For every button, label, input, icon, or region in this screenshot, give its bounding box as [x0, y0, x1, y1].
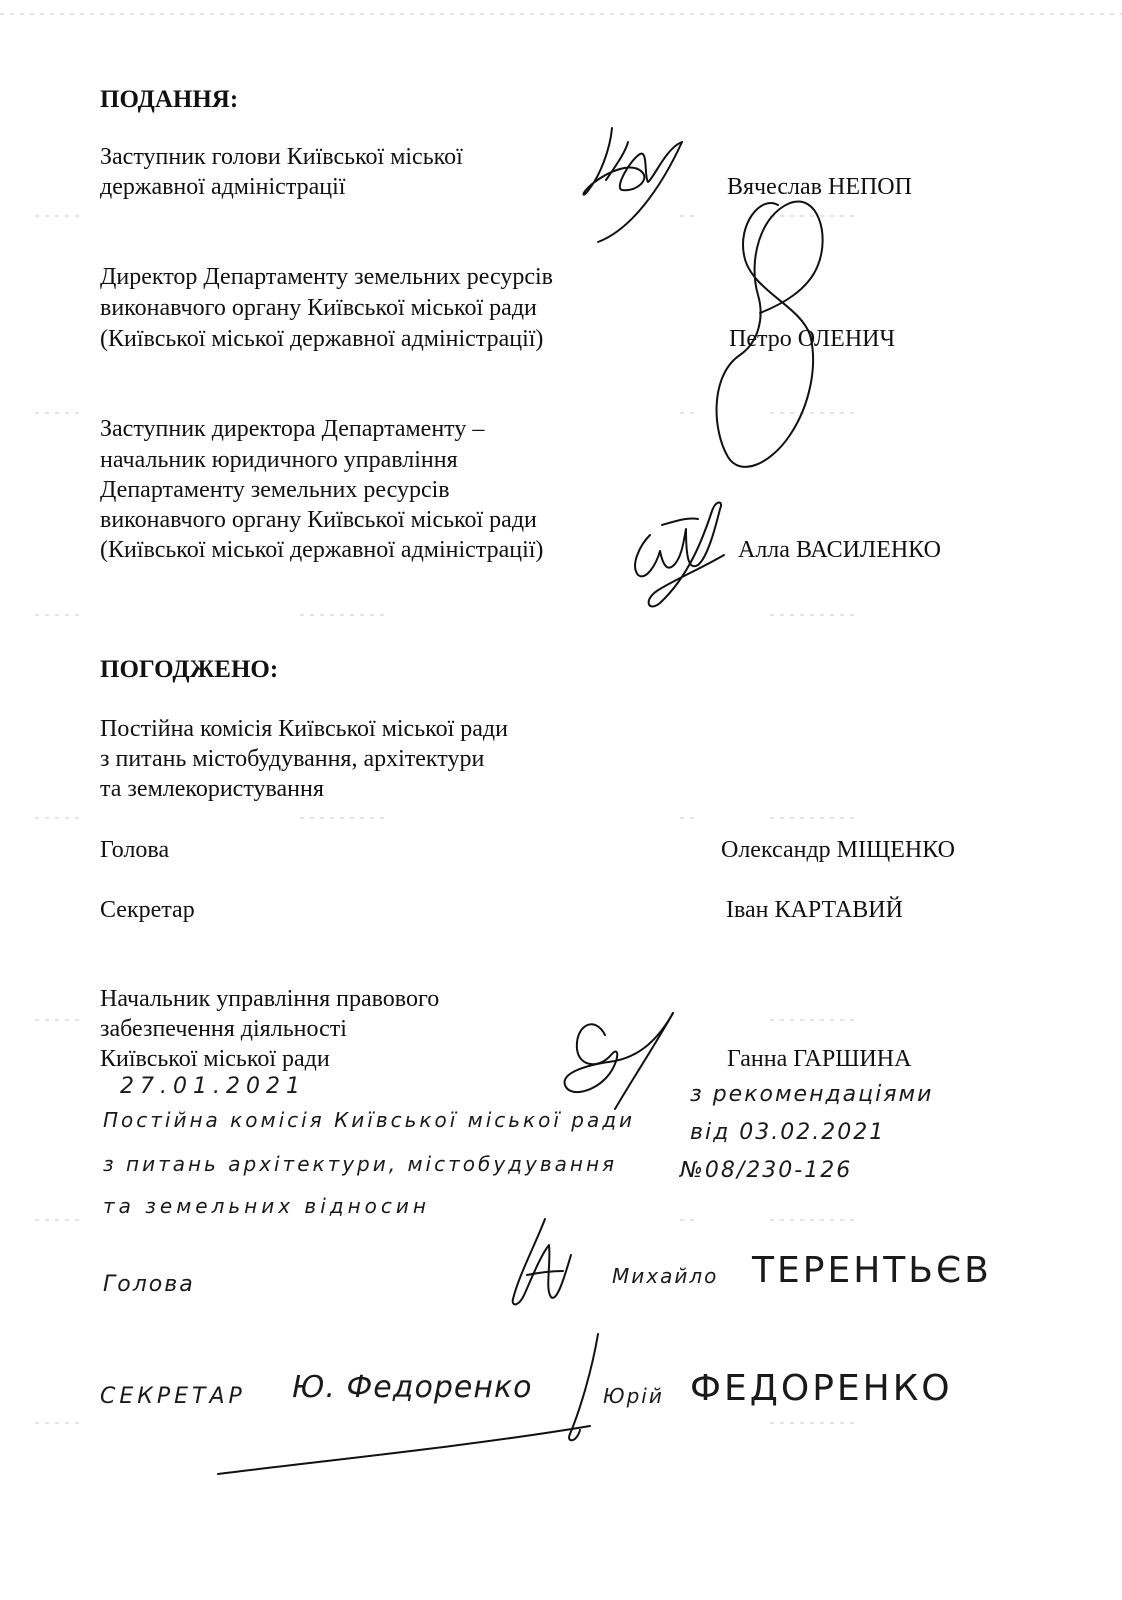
position-line: начальник юридичного управління	[100, 447, 458, 473]
position-line: державної адміністрації	[100, 174, 346, 200]
handwritten-secretary-first-name: Юрій	[603, 1384, 664, 1408]
commission-line: з питань містобудування, архітектури	[100, 746, 485, 772]
handwritten-commission-line: та земельних відносин	[103, 1194, 430, 1218]
signature-flourish-fedorenko	[210, 1330, 630, 1480]
handwritten-commission-line: з питань архітектури, містобудування	[103, 1152, 618, 1176]
signatory-name: Вячеслав НЕПОП	[727, 174, 912, 200]
legal-line: забезпечення діяльності	[100, 1016, 347, 1042]
handwritten-chair-first-name: Михайло	[612, 1264, 719, 1288]
position-line: Директор Департаменту земельних ресурсів	[100, 264, 553, 290]
secretary-name: Іван КАРТАВИЙ	[726, 897, 903, 923]
chair-label: Голова	[100, 837, 170, 863]
signatory-name: Алла ВАСИЛЕНКО	[738, 537, 941, 563]
handwritten-commission-line: Постійна комісія Київської міської ради	[103, 1108, 636, 1132]
commission-line: та землекористування	[100, 776, 324, 802]
handwritten-date: 27.01.2021	[120, 1074, 306, 1099]
signatory-name: Петро ОЛЕНИЧ	[729, 326, 896, 352]
handwritten-secretary-label: СЕКРЕТАР	[100, 1384, 246, 1409]
signature-nepop	[570, 120, 700, 245]
handwritten-chair-last-name: ТЕРЕНТЬЄВ	[752, 1250, 992, 1291]
legal-line: Київської міської ради	[100, 1046, 330, 1072]
chair-name: Олександр МІЩЕНКО	[721, 837, 955, 863]
signature-terentiev	[505, 1215, 580, 1310]
signature-harshyna	[555, 1005, 685, 1115]
signature-olenych	[700, 195, 830, 485]
legal-name: Ганна ГАРШИНА	[727, 1046, 912, 1072]
submission-heading: ПОДАННЯ:	[100, 86, 239, 113]
handwritten-note-line: з рекомендаціями	[690, 1082, 934, 1107]
position-line: Заступник голови Київської міської	[100, 144, 463, 170]
position-line: (Київської міської державної адміністрації)	[100, 326, 544, 352]
approval-heading: ПОГОДЖЕНО:	[100, 656, 279, 683]
handwritten-note-line: від 03.02.2021	[690, 1120, 886, 1145]
commission-line: Постійна комісія Київської міської ради	[100, 716, 508, 742]
legal-line: Начальник управління правового	[100, 986, 440, 1012]
position-line: (Київської міської державної адміністрації)	[100, 537, 544, 563]
secretary-label: Секретар	[100, 897, 195, 923]
handwritten-note-line: №08/230-126	[680, 1158, 853, 1183]
position-line: Заступник директора Департаменту –	[100, 416, 485, 442]
handwritten-secretary-signature: Ю. Федоренко	[292, 1370, 533, 1405]
signature-vasylenko	[620, 495, 740, 610]
position-line: Департаменту земельних ресурсів	[100, 477, 450, 503]
position-line: виконавчого органу Київської міської ради	[100, 295, 537, 321]
position-line: виконавчого органу Київської міської ради	[100, 507, 537, 533]
handwritten-secretary-last-name: ФЕДОРЕНКО	[690, 1368, 953, 1409]
handwritten-chair-label: Голова	[103, 1272, 195, 1297]
